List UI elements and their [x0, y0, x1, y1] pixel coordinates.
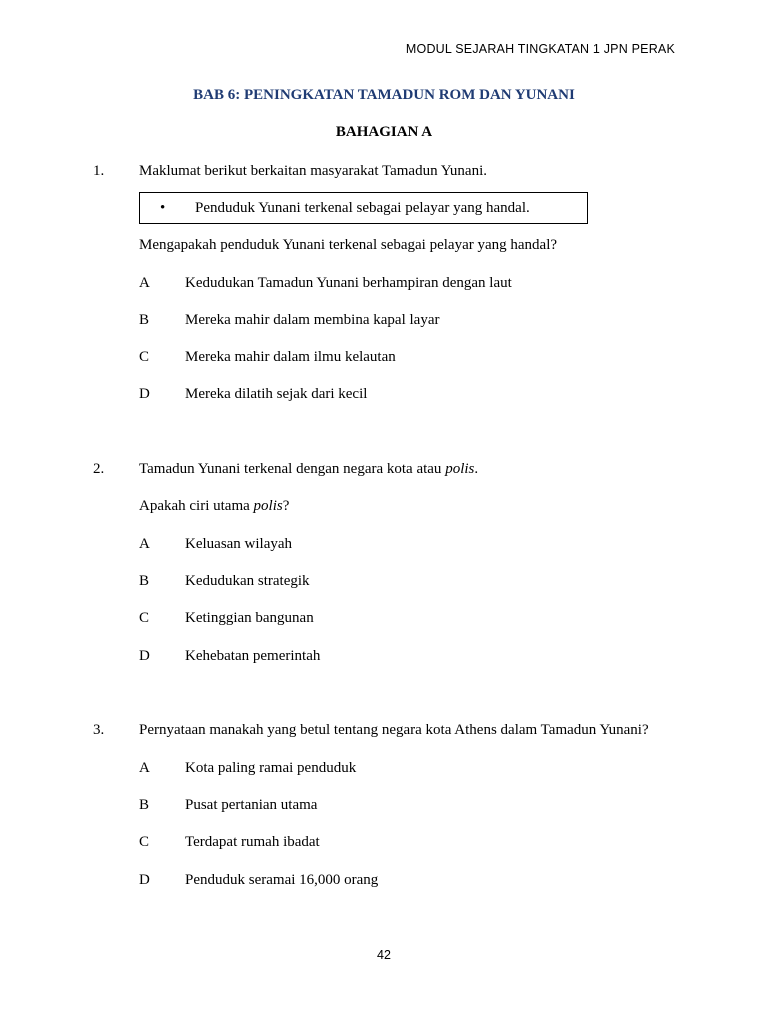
question-2-option-a-text: Keluasan wilayah	[185, 536, 293, 552]
bullet-icon: •	[160, 200, 166, 216]
question-1-info-text: Penduduk Yunani terkenal sebagai pelayar yang handal.	[195, 200, 530, 216]
question-1-option-a-text: Kedudukan Tamadun Yunani berhampiran dengan laut	[185, 275, 512, 291]
question-2-option-d-text: Kehebatan pemerintah	[185, 648, 321, 664]
question-1-question: Mengapakah penduduk Yunani terkenal sebagai pelayar yang handal?	[139, 237, 558, 253]
question-1-stem: Maklumat berikut berkaitan masyarakat Tamadun Yunani.	[139, 163, 488, 179]
question-3-option-d-letter: D	[139, 872, 150, 888]
question-2-question-end: ?	[282, 498, 290, 514]
question-3-stem: Pernyataan manakah yang betul tentang negara kota Athens dalam Tamadun Yunani?	[139, 722, 649, 738]
question-3-option-a-text: Kota paling ramai penduduk	[185, 760, 357, 776]
question-2-stem-end: .	[474, 461, 479, 477]
question-2-number: 2.	[93, 461, 105, 477]
page-number: 42	[377, 948, 391, 962]
question-2-option-b-text: Kedudukan strategik	[185, 573, 310, 589]
question-1-option-d-letter: D	[139, 386, 150, 402]
question-2-question-italic: polis	[253, 498, 283, 514]
question-1-option-b-letter: B	[139, 312, 150, 328]
question-3-option-d-text: Penduduk seramai 16,000 orang	[185, 872, 379, 888]
question-2-option-a-letter: A	[139, 536, 150, 552]
question-3-option-c-text: Terdapat rumah ibadat	[185, 834, 320, 850]
question-2-question-text: Apakah ciri utama	[139, 498, 254, 514]
question-1-number: 1.	[93, 163, 105, 179]
question-3-number: 3.	[93, 722, 105, 738]
question-1-option-d-text: Mereka dilatih sejak dari kecil	[185, 386, 368, 402]
question-2-question	[139, 497, 289, 515]
question-1-option-b-text: Mereka mahir dalam membina kapal layar	[185, 312, 440, 328]
question-2-stem-italic: polis	[445, 461, 475, 477]
question-1-option-c-letter: C	[139, 349, 150, 365]
section-title: BAHAGIAN A	[335, 124, 433, 140]
page-header: MODUL SEJARAH TINGKATAN 1 JPN PERAK	[405, 42, 675, 56]
question-2-option-c-letter: C	[139, 610, 150, 626]
question-2-stem-text: Tamadun Yunani terkenal dengan negara kota atau	[139, 461, 446, 477]
chapter-title: BAB 6: PENINGKATAN TAMADUN ROM DAN YUNANI	[193, 87, 575, 103]
question-3-option-c-letter: C	[139, 834, 150, 850]
question-2-option-b-letter: B	[139, 573, 150, 589]
question-3-option-a-letter: A	[139, 760, 150, 776]
question-2-option-d-letter: D	[139, 648, 150, 664]
question-1-option-c-text: Mereka mahir dalam ilmu kelautan	[185, 349, 396, 365]
question-2-option-c-text: Ketinggian bangunan	[185, 610, 314, 626]
question-1-option-a-letter: A	[139, 275, 150, 291]
question-2-stem	[139, 460, 478, 478]
question-3-option-b-text: Pusat pertanian utama	[185, 797, 318, 813]
question-1-info-box	[139, 192, 588, 224]
question-3-option-b-letter: B	[139, 797, 150, 813]
